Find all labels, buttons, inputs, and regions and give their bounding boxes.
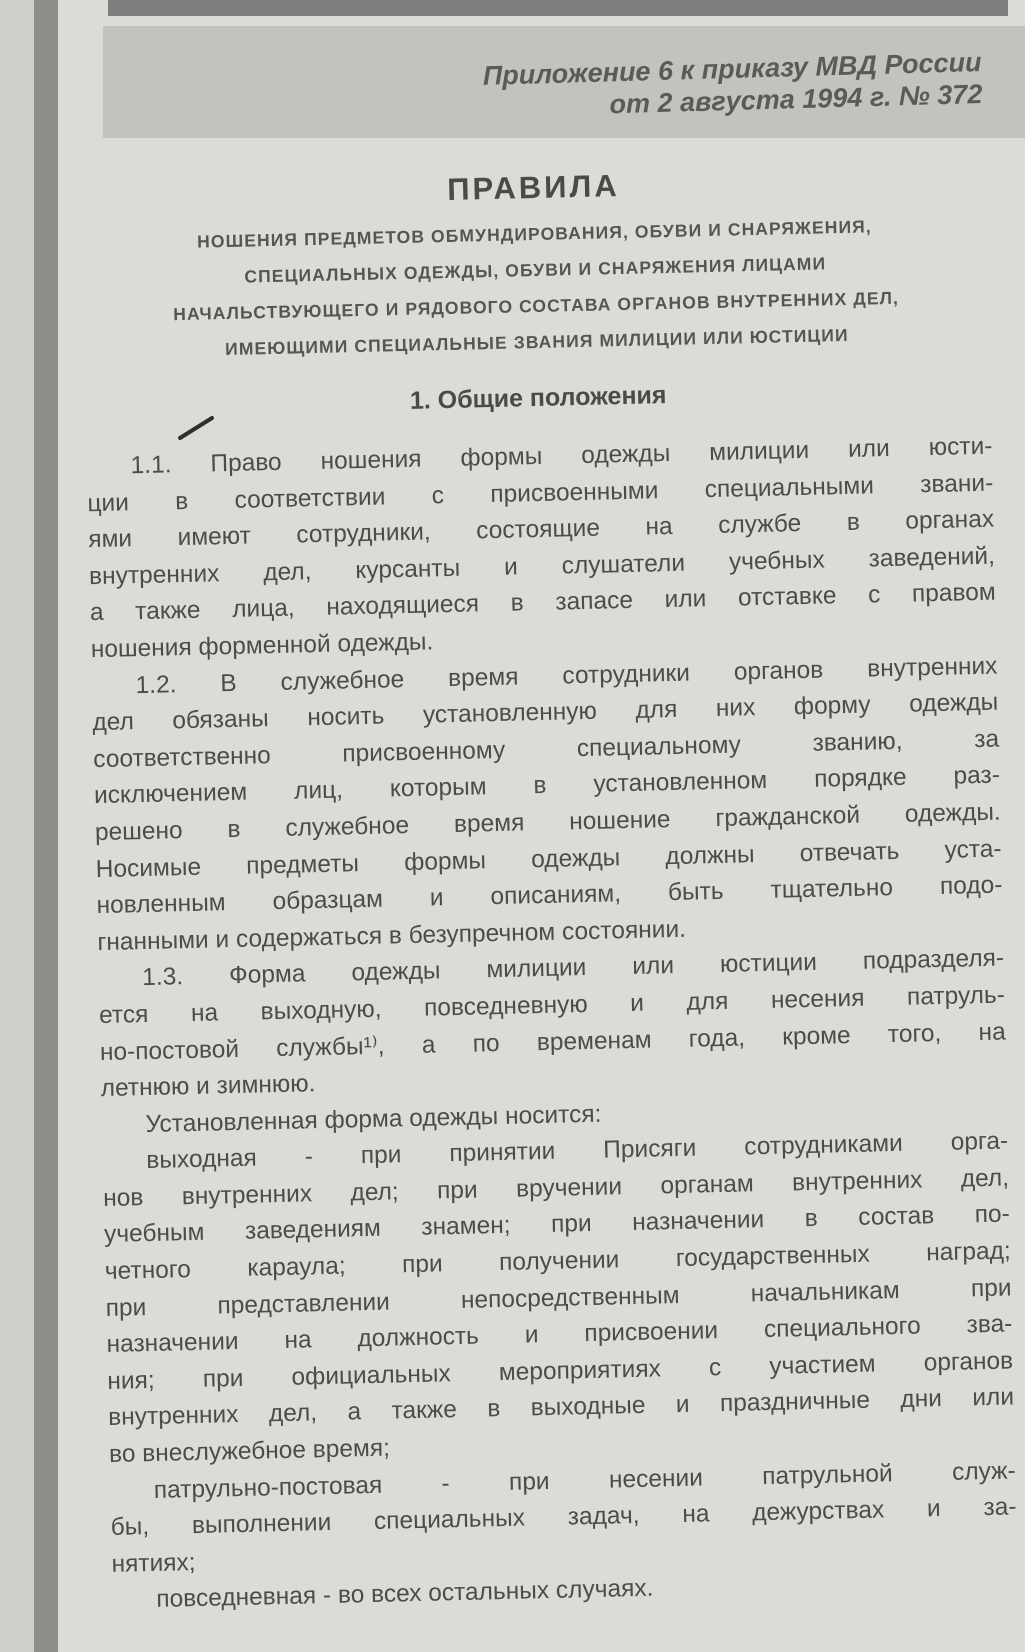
text-line: 1.3. Форма одежды милиции или юстиции подразделя-	[141, 944, 1005, 992]
top-dark-strip	[108, 0, 1008, 16]
document-title: ПРАВИЛА	[446, 168, 620, 207]
text-line: повседневная - во всех остальных случаях.	[156, 1575, 654, 1614]
text-line: во внеслужебное время;	[108, 1434, 391, 1468]
text-line: а также лица, находящиеся в запасе или отставке с правом	[89, 578, 997, 627]
document-page	[58, 0, 1025, 1652]
text-line: 1.2. В служебное время сотрудники органов внутренних	[135, 652, 998, 699]
section-heading: 1. Общие положения	[409, 381, 667, 415]
text-line: ями имеют сотрудники, состоящие на службе в органах	[87, 505, 995, 554]
paragraph-dress-uniform	[102, 1124, 1015, 1474]
text-line: нятиях;	[111, 1548, 196, 1578]
paragraph-1-2	[91, 648, 1003, 961]
text-line: нов внутренних дел; при вручении органам внутренних дел,	[102, 1164, 1010, 1212]
text-line: но-постовой службы¹⁾, а по временам года, кроме того, на	[99, 1018, 1006, 1066]
paragraph-1-3	[98, 941, 1007, 1108]
text-line: учебным заведениям знамен; при назначении в состав по-	[103, 1200, 1011, 1249]
text-line: бы, выполнении специальных задач, на дежурствах и за-	[110, 1493, 1017, 1542]
subtitle-line: ИМЕЮЩИМИ СПЕЦИАЛЬНЫЕ ЗВАНИЯ МИЛИЦИИ ИЛИ ЮСТИЦИИ	[224, 324, 849, 360]
text-line: внутренних дел, а также в выходные и праздничные дни или	[107, 1383, 1015, 1432]
text-line: при представлении непосредственным начальникам при	[105, 1274, 1012, 1322]
text-line: Носимые предметы формы одежды должны отвечать уста-	[95, 835, 1002, 883]
text-line: четного караула; при получении государственных наград;	[104, 1237, 1011, 1286]
text-line: Установленная форма одежды носится:	[145, 1100, 602, 1138]
text-line: 1.1. Право ношения формы одежды милиции или юсти-	[130, 432, 993, 480]
appendix-line-1: Приложение 6 к приказу МВД России	[482, 46, 982, 91]
document-content	[80, 160, 1018, 1620]
text-line: выходная - при принятии Присяги сотрудниками орга-	[146, 1127, 1009, 1175]
paragraph-1-1	[86, 429, 997, 669]
text-line: ношения форменной одежды.	[90, 628, 434, 664]
text-line: назначении на должность и присвоении специального зва-	[106, 1310, 1013, 1359]
text-line: внутренних дел, курсанты и слушатели учебных заведений,	[88, 542, 996, 590]
text-line: ции в соответствии с присвоенными специальными звани-	[87, 469, 994, 517]
text-line: новленным образцам и описаниям, быть тщательно подо-	[96, 871, 1003, 920]
text-line: соответственно присвоенному специальному званию, за	[92, 725, 1000, 773]
text-line: патрульно-постовая - при несении патрульной служ-	[153, 1457, 1016, 1504]
pen-mark-icon	[176, 412, 216, 442]
subtitle-line: НОШЕНИЯ ПРЕДМЕТОВ ОБМУНДИРОВАНИЯ, ОБУВИ И СНАРЯЖЕНИЯ,	[196, 216, 872, 252]
document-subtitle	[81, 206, 990, 371]
appendix-line-2: от 2 августа 1994 г. № 372	[609, 78, 983, 120]
paragraph-patrol-uniform	[109, 1453, 1017, 1583]
subtitle-line: СПЕЦИАЛЬНЫХ ОДЕЖДЫ, ОБУВИ И СНАРЯЖЕНИЯ ЛИЦАМИ	[244, 253, 827, 287]
page-left-margin	[0, 0, 34, 1652]
text-line: гнанными и содержаться в безупречном состоянии.	[97, 915, 687, 956]
subtitle-line: НАЧАЛЬСТВУЮЩЕГО И РЯДОВОГО СОСТАВА ОРГАНОВ ВНУТРЕННИХ ДЕЛ,	[172, 287, 900, 325]
text-line: ния; при официальных мероприятиях с участием органов	[107, 1347, 1014, 1395]
text-line: дел обязаны носить установленную для них форму одежды	[92, 688, 999, 737]
text-line: исключением лиц, которым в установленном порядке раз-	[93, 761, 1001, 810]
page-left-shadow-bar	[34, 0, 58, 1652]
text-line: решено в служебное время ношение гражданской одежды.	[94, 798, 1001, 847]
text-line: ется на выходную, повседневную и для несения патруль-	[98, 981, 1006, 1029]
text-line: летнюю и зимнюю.	[100, 1070, 316, 1103]
